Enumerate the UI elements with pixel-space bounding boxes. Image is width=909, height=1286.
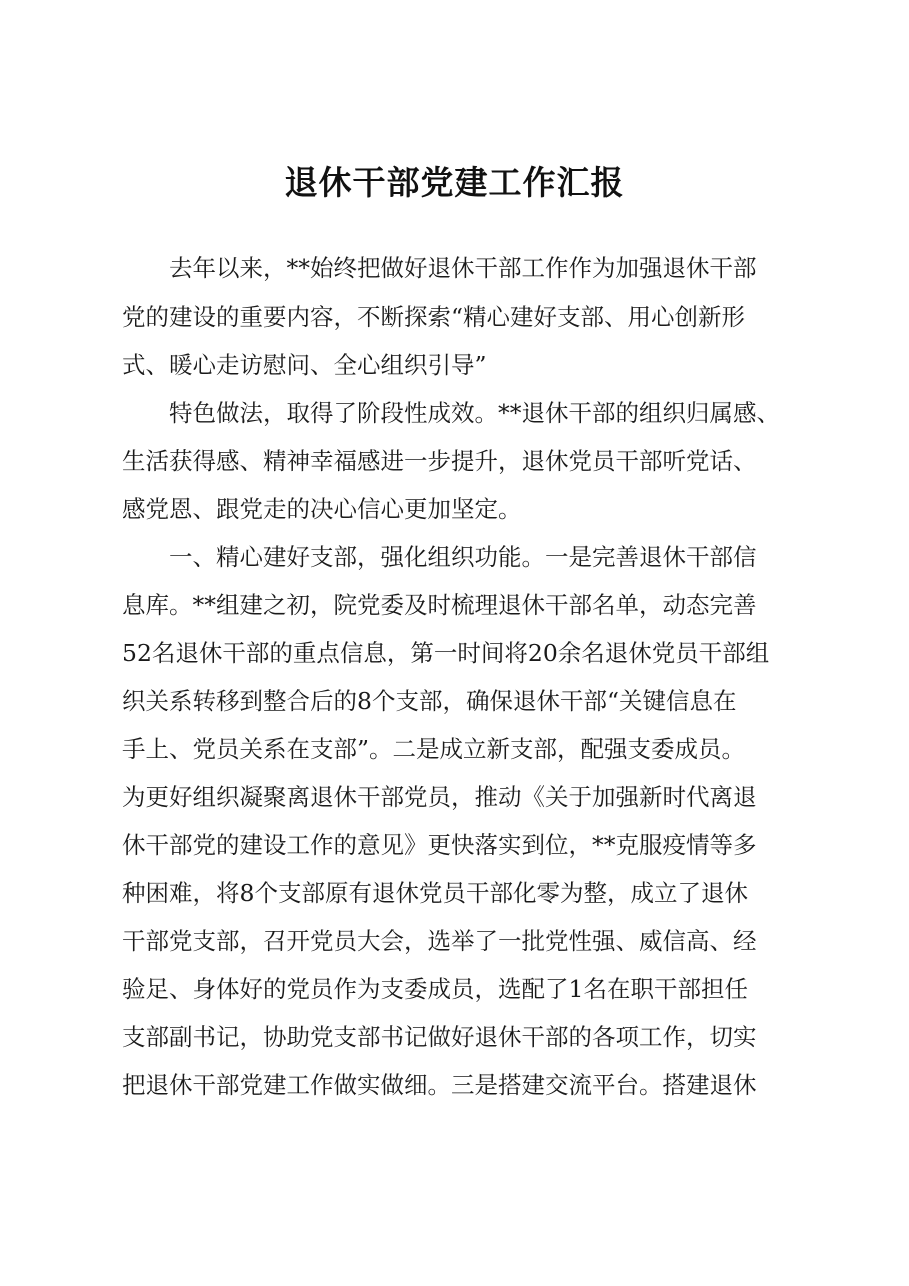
body-line: 党的建设的重要内容，不断探索“精心建好支部、用心创新形	[122, 303, 746, 331]
body-line: 休干部党的建设工作的意见》更快落实到位，**克服疫情等多	[122, 831, 757, 859]
body-line: 52名退休干部的重点信息，第一时间将20余名退休党员干部组	[122, 639, 770, 667]
body-line: 息库。**组建之初，院党委及时梳理退休干部名单，动态完善	[122, 591, 757, 619]
body-line: 为更好组织凝聚离退休干部党员，推动《关于加强新时代离退	[122, 783, 757, 811]
body-line: 生活获得感、精神幸福感进一步提升，退休党员干部听党话、	[122, 447, 757, 475]
document-title: 退休干部党建工作汇报	[284, 163, 625, 202]
body-line: 种困难，将8个支部原有退休党员干部化零为整，成立了退休	[122, 879, 748, 907]
body-line: 支部副书记，协助党支部书记做好退休干部的各项工作，切实	[122, 1023, 757, 1051]
body-line: 特色做法，取得了阶段性成效。**退休干部的组织归属感、	[122, 399, 780, 427]
body-line: 式、暖心走访慰问、全心组织引导”	[122, 351, 487, 379]
body-line: 织关系转移到整合后的8个支部，确保退休干部“关键信息在	[122, 687, 737, 715]
body-line: 干部党支部，召开党员大会，选举了一批党性强、威信高、经	[122, 927, 757, 955]
body-line: 把退休干部党建工作做实做细。三是搭建交流平台。搭建退休	[122, 1071, 757, 1099]
body-line: 去年以来，**始终把做好退休干部工作作为加强退休干部	[122, 254, 757, 282]
body-line: 手上、党员关系在支部”。二是成立新支部，配强支委成员。	[122, 735, 746, 763]
body-line: 感党恩、跟党走的决心信心更加坚定。	[122, 495, 522, 523]
body-line: 一、精心建好支部，强化组织功能。一是完善退休干部信	[122, 543, 757, 571]
body-line: 验足、身体好的党员作为支委成员，选配了1名在职干部担任	[122, 975, 748, 1003]
